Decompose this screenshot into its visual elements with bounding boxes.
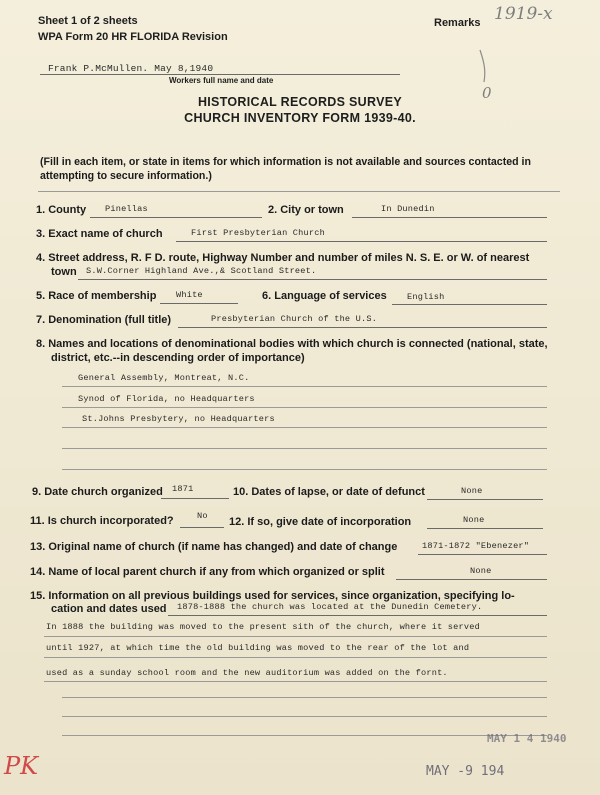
item-3-line [176, 241, 547, 242]
item-15-line-1 [168, 615, 547, 616]
item-3-value: First Presbyterian Church [191, 228, 325, 238]
item-13-line [418, 554, 547, 555]
item-15-line-5 [62, 697, 547, 698]
item-4-label-1: 4. Street address, R. F D. route, Highway Number and number of miles N. S. E. or W. of nearest [36, 252, 530, 264]
item-14-label: 14. Name of local parent church if any from which organized or split [30, 566, 385, 578]
red-initials: PK [4, 752, 39, 780]
item-8-label-2: district, etc.--in descending order of importance) [51, 352, 305, 364]
item-8-label-1: 8. Names and locations of denominational bodies with which church is connected (national, state, [36, 338, 548, 350]
item-7-label: 7. Denomination (full title) [36, 314, 172, 326]
item-8-line-1 [62, 386, 547, 387]
item-5-label: 5. Race of membership [36, 290, 157, 302]
item-9-line [161, 498, 229, 499]
item-5-value: White [176, 290, 203, 300]
item-8-line-3 [62, 427, 547, 428]
item-4-label-2: town [51, 266, 77, 278]
item-13-value: 1871-1872 "Ebenezer" [422, 541, 530, 551]
item-12-label: 12. If so, give date of incorporation [229, 516, 412, 528]
worker-caption: Workers full name and date [169, 76, 274, 85]
item-11-line [180, 527, 224, 528]
item-10-label: 10. Dates of lapse, or date of defunct [233, 486, 425, 498]
item-6-label: 6. Language of services [262, 290, 387, 302]
item-11-value: No [197, 511, 208, 521]
pencil-mark: 0 [482, 84, 492, 102]
pencil-check-mark [474, 48, 498, 88]
item-15-label-2: cation and dates used [51, 603, 167, 615]
item-2-label: 2. City or town [268, 204, 344, 216]
item-7-value: Presbyterian Church of the U.S. [211, 314, 378, 324]
item-8-value-2: Synod of Florida, no Headquarters [78, 394, 255, 404]
remarks-label: Remarks [434, 17, 481, 29]
item-8-value-3: St.Johns Presbytery, no Headquarters [82, 414, 275, 424]
item-15-line-6 [62, 716, 547, 717]
item-15-line-7 [62, 735, 547, 736]
divider [38, 191, 560, 192]
item-6-line [392, 304, 547, 305]
item-4-value: S.W.Corner Highland Ave.,& Scotland Street. [86, 266, 317, 276]
item-9-label: 9. Date church organized [32, 486, 163, 498]
item-13-label: 13. Original name of church (if name has changed) and date of change [30, 541, 398, 553]
item-12-line [427, 528, 543, 529]
item-5-line [160, 303, 238, 304]
item-15-value-4: used as a sunday school room and the new auditorium was added on the fornt. [46, 668, 448, 678]
pencil-annotation: 1919-x [494, 4, 553, 24]
instructions-line2: attempting to secure information.) [40, 170, 212, 182]
item-15-value-2: In 1888 the building was moved to the present sith of the church, where it served [46, 622, 480, 632]
received-stamp-2: MAY -9 194 [426, 764, 505, 779]
item-1-value: Pinellas [105, 204, 148, 214]
item-14-value: None [470, 566, 492, 576]
item-2-line [352, 217, 547, 218]
item-8-line-4 [62, 448, 547, 449]
item-1-label: 1. County [36, 204, 87, 216]
item-3-label: 3. Exact name of church [36, 228, 163, 240]
item-15-line-4 [44, 681, 547, 682]
item-14-line [396, 579, 547, 580]
worker-name-date: Frank P.McMullen. May 8,1940 [48, 63, 214, 74]
item-8-line-2 [62, 407, 547, 408]
item-2-value: In Dunedin [381, 204, 435, 214]
item-15-line-2 [44, 636, 547, 637]
received-stamp-1: MAY 1 4 1940 [487, 732, 567, 745]
form-title: CHURCH INVENTORY FORM 1939-40. [184, 111, 416, 125]
item-10-value: None [461, 486, 483, 496]
item-15-label-1: 15. Information on all previous buildings used for services, since organization, specifying lo- [30, 590, 515, 602]
form-id: WPA Form 20 HR FLORIDA Revision [38, 31, 228, 43]
item-1-line [90, 217, 262, 218]
item-7-line [178, 327, 547, 328]
item-15-value-3: until 1927, at which time the old building was moved to the rear of the lot and [46, 643, 470, 653]
item-10-line [427, 499, 543, 500]
item-15-value-1: 1878-1888 the church was located at the Dunedin Cemetery. [177, 602, 483, 612]
item-11-label: 11. Is church incorporated? [30, 515, 174, 527]
item-8-value-1: General Assembly, Montreat, N.C. [78, 373, 250, 383]
item-12-value: None [463, 515, 485, 525]
survey-title: HISTORICAL RECORDS SURVEY [197, 95, 403, 109]
item-4-line [78, 279, 547, 280]
item-6-value: English [407, 292, 445, 302]
item-8-line-5 [62, 469, 547, 470]
worker-line [40, 74, 400, 75]
sheet-count: Sheet 1 of 2 sheets [38, 15, 138, 27]
item-9-value: 1871 [172, 484, 194, 494]
instructions-line1: (Fill in each item, or state in items for which information is not available and sources contacted in [40, 156, 531, 168]
item-15-line-3 [44, 657, 547, 658]
